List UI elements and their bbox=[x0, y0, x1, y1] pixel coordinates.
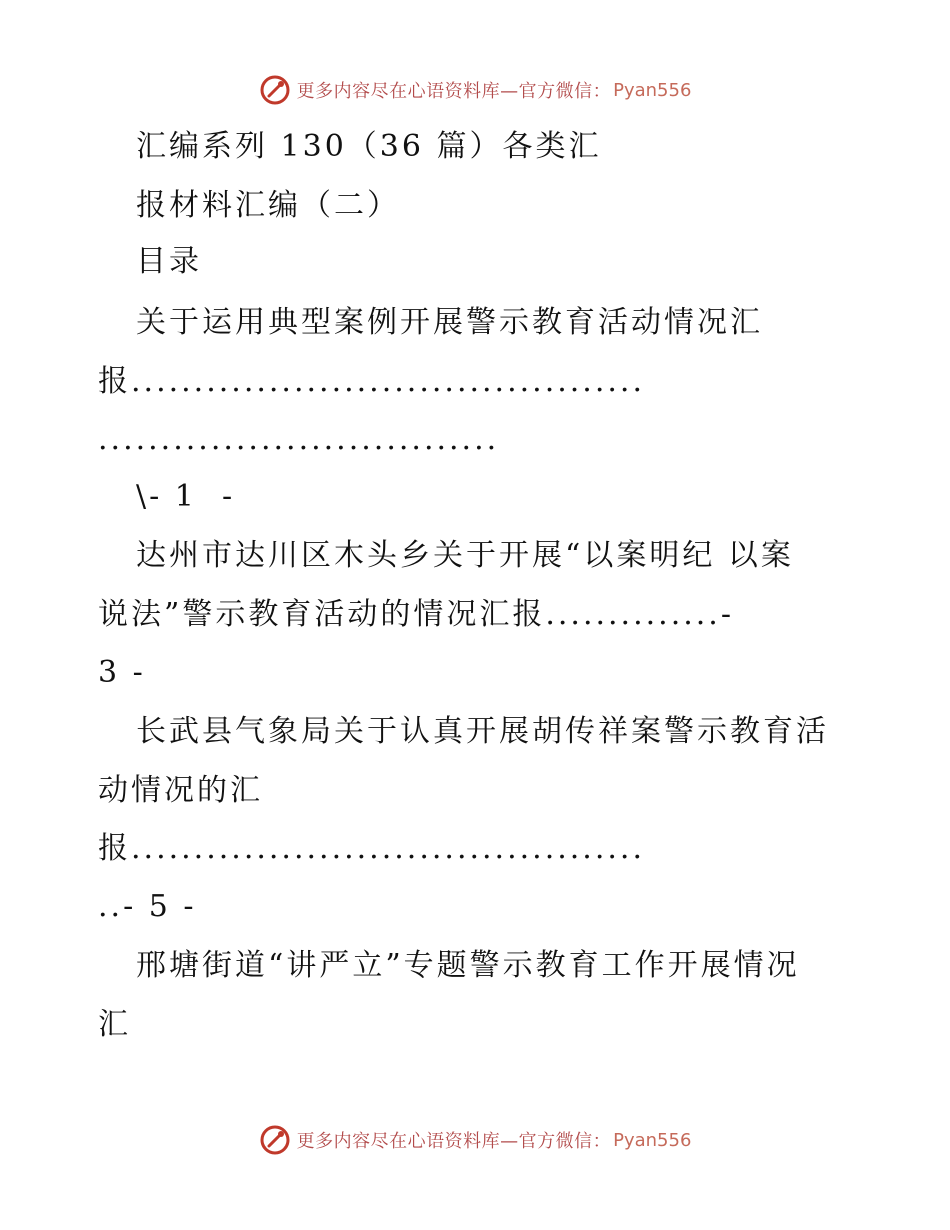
footer-watermark-banner bbox=[0, 1120, 950, 1160]
banner-text: 更多内容尽在心语资料库—官方微信： bbox=[296, 81, 612, 102]
toc-entry-1-page: \- 1 - bbox=[136, 479, 236, 514]
doc-title-line-1: 汇编系列 130（36 篇）各类汇 bbox=[136, 129, 602, 164]
toc-entry-4-title-cont: 汇 bbox=[98, 1007, 131, 1042]
toc-entry-3-title-cont: 动情况的汇 bbox=[98, 773, 263, 808]
banner-wechat-id: Pyan556 bbox=[613, 1129, 692, 1151]
toc-heading: 目录 bbox=[136, 244, 202, 279]
toc-entry-3-leader: 报......................................... bbox=[98, 831, 645, 866]
brand-logo-icon bbox=[259, 74, 291, 106]
banner-text: 更多内容尽在心语资料库—官方微信： bbox=[296, 1131, 612, 1152]
toc-entry-1-title: 关于运用典型案例开展警示教育活动情况汇 bbox=[136, 305, 763, 340]
toc-entry-1-leader-cont: ................................ bbox=[98, 422, 500, 457]
toc-entry-2-title-cont: 说法”警示教育活动的情况汇报..............- bbox=[98, 597, 734, 632]
toc-entry-2-page: 3 - bbox=[98, 655, 146, 690]
banner-wechat-id: Pyan556 bbox=[613, 79, 692, 101]
toc-entry-3-page: ..- 5 - bbox=[98, 889, 197, 924]
toc-entry-1-leader: 报......................................... bbox=[98, 364, 645, 399]
doc-title-line-2: 报材料汇编（二） bbox=[136, 188, 400, 223]
toc-entry-2-title: 达州市达川区木头乡关于开展“以案明纪 以案 bbox=[136, 538, 794, 573]
toc-entry-4-title: 邢塘街道“讲严立”专题警示教育工作开展情况 bbox=[136, 948, 800, 983]
header-watermark-banner bbox=[0, 70, 950, 110]
brand-logo-icon bbox=[259, 1124, 291, 1156]
toc-entry-3-title: 长武县气象局关于认真开展胡传祥案警示教育活 bbox=[136, 714, 829, 749]
